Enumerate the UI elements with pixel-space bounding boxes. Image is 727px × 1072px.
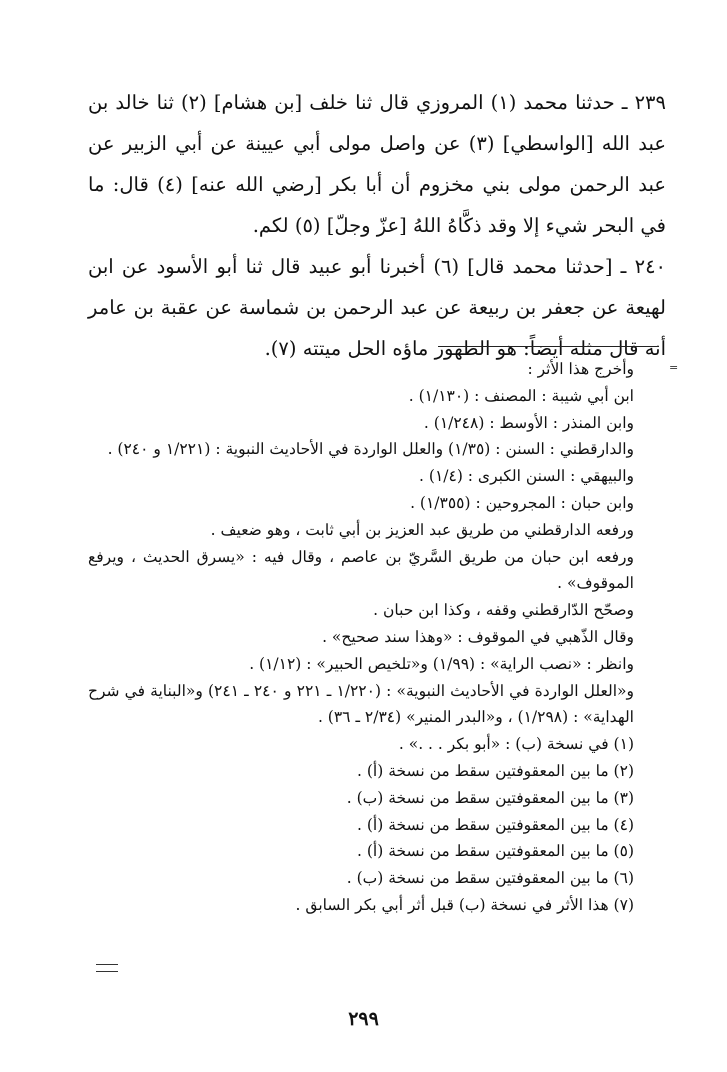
- footnote-line: وقال الذّهبي في الموقوف : «وهذا سند صحيح» .: [322, 627, 634, 646]
- main-text: [88, 82, 666, 369]
- footnote-separator: [438, 346, 659, 347]
- footnotes: [88, 356, 666, 919]
- page-number: ٢٩٩: [348, 1008, 379, 1030]
- footnote-variant: (١) في نسخة (ب) : «أبو بكر . . .» .: [398, 735, 634, 754]
- footnote-line: ابن أبي شيبة : المصنف : (١/١٣٠) .: [408, 386, 634, 405]
- footnote-line: والبيهقي : السنن الكبرى : (١/٤) .: [419, 467, 634, 486]
- continuation-marker-bottom: [96, 964, 118, 972]
- footnote-line: وابن حبان : المجروحين : (١/٣٥٥) .: [410, 493, 634, 512]
- footnote-variant: (٣) ما بين المعقوفتين سقط من نسخة (ب) .: [346, 788, 634, 807]
- footnote-line: ورفعه الدارقطني من طريق عبد العزيز بن أبي ثابت ، وهو ضعيف .: [210, 520, 634, 539]
- footnote-line: وانظر : «نصب الراية» : (١/٩٩) و«تلخيص الحبير» : (١/١٢) .: [249, 654, 634, 673]
- continuation-marker-top: =: [669, 361, 679, 374]
- footnote-line: و«العلل الواردة في الأحاديث النبوية» : (١/٢٢٠ ـ ٢٢١ و ٢٤٠ ـ ٢٤١) و«البناية في شرح الهداية» : (١/٢٩٨) ، و«البدر المنير» (٢/٣٤ ـ ٣٦) .: [88, 681, 634, 727]
- narration-240: ٢٤٠ ـ [حدثنا محمد قال] (٦) أخبرنا أبو عبيد قال ثنا أبو الأسود عن ابن لهيعة عن جعفر بن ربيعة عن عبد الرحمن بن شماسة عن عقبة بن عامر أنه قال مثله أيضاً: هو الطهور ماؤه الحل ميتته (٧).: [88, 255, 667, 360]
- footnote-variant: (٦) ما بين المعقوفتين سقط من نسخة (ب) .: [346, 869, 634, 888]
- footnote-line: وأخرج هذا الأثر :: [527, 360, 634, 378]
- narration-239: ٢٣٩ ـ حدثنا محمد (١) المروزي قال ثنا خلف [بن هشام] (٢) ثنا خالد بن عبد الله [الواسطي] (٣) عن واصل مولى أبي عيينة عن أبي الزبير عن عبد الرحمن مولى بني مخزوم أن أبا بكر [رضي الله عنه] (٤) قال: ما في البحر شيء إلا وقد ذكَّاهُ اللهُ [عزّ وجلّ] (٥) لكم.: [88, 91, 666, 237]
- footnote-variant: (٥) ما بين المعقوفتين سقط من نسخة (أ) .: [357, 842, 634, 861]
- footnote-line: وابن المنذر : الأوسط : (١/٢٤٨) .: [423, 413, 634, 432]
- footnote-line: والدارقطني : السنن : (١/٣٥) والعلل الواردة في الأحاديث النبوية : (١/٢٢١ و ٢٤٠) .: [107, 440, 634, 459]
- footnote-variant: (٢) ما بين المعقوفتين سقط من نسخة (أ) .: [357, 761, 634, 780]
- footnote-line: ورفعه ابن حبان من طريق السَّريّ بن عاصم ، وقال فيه : «يسرق الحديث ، ويرفع الموقوف» .: [88, 547, 634, 593]
- footnote-variant: (٧) هذا الأثر في نسخة (ب) قبل أثر أبي بكر السابق .: [295, 895, 634, 914]
- footnote-variant: (٤) ما بين المعقوفتين سقط من نسخة (أ) .: [357, 815, 634, 834]
- footnote-line: وصحّح الدّارقطني وقفه ، وكذا ابن حبان .: [373, 601, 634, 620]
